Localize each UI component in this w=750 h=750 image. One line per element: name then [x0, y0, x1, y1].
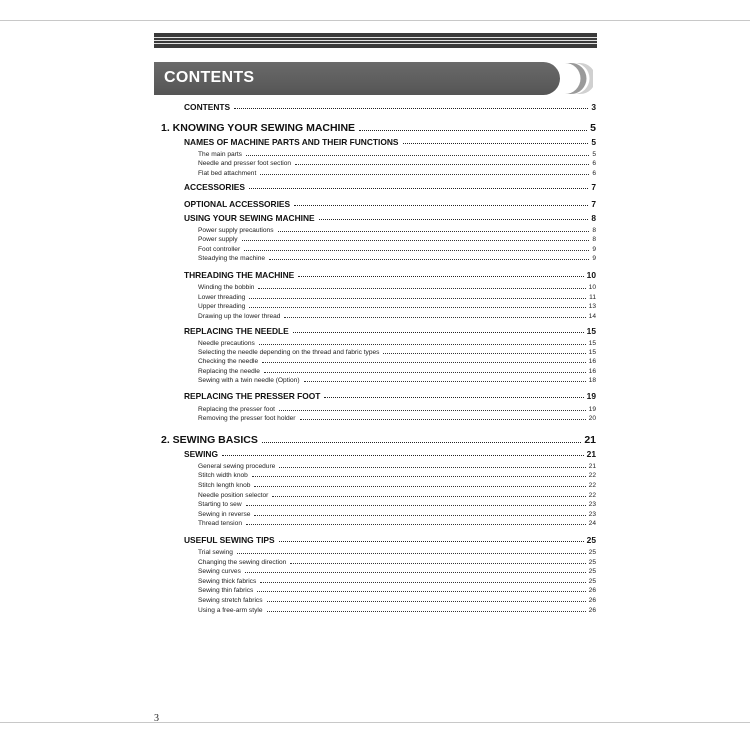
toc-item-row	[198, 339, 596, 347]
toc-subsection-row	[184, 535, 596, 545]
toc-item-row	[198, 357, 596, 365]
toc-page-number: 16	[588, 358, 596, 365]
toc-item-row	[198, 558, 596, 566]
toc-entry-title: USING YOUR SEWING MACHINE	[184, 213, 315, 223]
toc-page-number: 6	[592, 160, 596, 167]
dot-leader	[237, 552, 586, 554]
toc-entry-title: Foot controller	[198, 246, 241, 253]
toc-entry-title: Sewing curves	[198, 568, 241, 575]
dot-leader	[249, 187, 588, 189]
dot-leader	[262, 441, 581, 443]
toc-entry-title: The main parts	[198, 151, 242, 158]
dot-leader	[279, 466, 585, 468]
dot-leader	[234, 107, 588, 109]
toc-section-row	[161, 122, 596, 134]
toc-subsection-row	[184, 391, 596, 401]
toc-entry-title: Replacing the needle	[198, 368, 260, 375]
toc-subsection-row	[184, 102, 596, 112]
toc-item-row	[198, 596, 596, 604]
toc-item-row	[198, 312, 596, 320]
toc-subsection-row	[184, 213, 596, 223]
toc-item-row	[198, 567, 596, 575]
dot-leader	[245, 571, 586, 573]
toc-item-row	[198, 367, 596, 375]
toc-page-number: 22	[588, 472, 596, 479]
dot-leader	[290, 562, 585, 564]
toc-page-number: 23	[588, 511, 596, 518]
toc-page-number: 21	[588, 463, 596, 470]
dot-leader	[262, 361, 586, 363]
toc-item-row	[198, 471, 596, 479]
dot-leader	[293, 331, 584, 333]
dot-leader	[267, 610, 586, 612]
toc-page-number: 26	[588, 607, 596, 614]
dot-leader	[249, 297, 586, 299]
dot-leader	[246, 504, 586, 506]
dot-leader	[269, 258, 589, 260]
toc-page-number: 5	[590, 122, 596, 134]
toc-entry-title: Winding the bobbin	[198, 284, 255, 291]
toc-page-number: 25	[588, 578, 596, 585]
toc-page-number: 11	[589, 294, 596, 301]
toc-item-row	[198, 405, 596, 413]
toc-entry-title: Trial sewing	[198, 549, 233, 556]
toc-subsection-row	[184, 326, 596, 336]
toc-item-row	[198, 586, 596, 594]
toc-item-row	[198, 462, 596, 470]
toc-entry-title: Sewing in reverse	[198, 511, 251, 518]
toc-item-row	[198, 245, 596, 253]
toc-page-number: 8	[591, 213, 596, 223]
dot-leader	[278, 230, 590, 232]
toc-page-number: 8	[592, 227, 596, 234]
toc-page-number: 8	[592, 236, 596, 243]
toc-item-row	[198, 235, 596, 243]
toc-page-number: 13	[588, 303, 596, 310]
toc-page-number: 15	[586, 326, 596, 336]
toc-page-number: 20	[588, 415, 596, 422]
dot-leader	[249, 306, 585, 308]
toc-entry-title: Steadying the machine	[198, 255, 266, 262]
dot-leader	[246, 154, 589, 156]
toc-entry-title: Selecting the needle depending on the thread and fabric types	[198, 349, 380, 356]
toc-page-number: 19	[586, 391, 596, 401]
toc-entry-title: USEFUL SEWING TIPS	[184, 535, 275, 545]
dot-leader	[272, 495, 585, 497]
dot-leader	[319, 218, 589, 220]
dot-leader	[264, 371, 586, 373]
toc-item-row	[198, 293, 596, 301]
dot-leader	[267, 600, 586, 602]
toc-item-row	[198, 606, 596, 614]
toc-entry-title: Removing the presser foot holder	[198, 415, 296, 422]
toc-entry-title: NAMES OF MACHINE PARTS AND THEIR FUNCTIONS	[184, 137, 399, 147]
dot-leader	[359, 129, 587, 131]
dot-leader	[298, 275, 583, 277]
toc-page-number: 23	[588, 501, 596, 508]
toc-item-row	[198, 254, 596, 262]
toc-page-number: 24	[588, 520, 596, 527]
dot-leader	[260, 581, 585, 583]
toc-entry-title: Needle position selector	[198, 492, 269, 499]
toc-item-row	[198, 348, 596, 356]
toc-page-number: 25	[588, 559, 596, 566]
dot-leader	[242, 239, 590, 241]
dot-leader	[279, 540, 584, 542]
dot-leader	[300, 418, 586, 420]
dot-leader	[222, 454, 584, 456]
toc-item-row	[198, 150, 596, 158]
toc-entry-title: Needle and presser foot section	[198, 160, 292, 167]
toc-item-row	[198, 226, 596, 234]
toc-entry-title: THREADING THE MACHINE	[184, 270, 295, 280]
dot-leader	[254, 514, 585, 516]
toc-page-number: 25	[588, 549, 596, 556]
toc-item-row	[198, 159, 596, 167]
toc-entry-title: Upper threading	[198, 303, 246, 310]
dot-leader	[252, 475, 586, 477]
toc-entry-title: ACCESSORIES	[184, 182, 245, 192]
toc-item-row	[198, 481, 596, 489]
toc-page-number: 3	[591, 102, 596, 112]
toc-item-row	[198, 577, 596, 585]
toc-page-number: 9	[592, 246, 596, 253]
toc-page-number: 7	[591, 199, 596, 209]
toc-entry-title: Sewing stretch fabrics	[198, 597, 263, 604]
toc-page-number: 18	[588, 377, 596, 384]
toc-entry-title: General sewing procedure	[198, 463, 276, 470]
toc-entry-title: Power supply	[198, 236, 238, 243]
toc-item-row	[198, 491, 596, 499]
toc-entry-title: Starting to sew	[198, 501, 242, 508]
toc-page-number: 7	[591, 182, 596, 192]
toc-entry-title: Lower threading	[198, 294, 246, 301]
toc-entry-title: Thread tension	[198, 520, 242, 527]
toc-page-number: 21	[584, 434, 596, 446]
toc-entry-title: 1. KNOWING YOUR SEWING MACHINE	[161, 122, 356, 134]
dot-leader	[284, 316, 585, 318]
toc-item-row	[198, 169, 596, 177]
dot-leader	[244, 249, 589, 251]
toc-entry-title: Needle precautions	[198, 340, 255, 347]
toc-page-number: 5	[591, 137, 596, 147]
toc-entry-title: Checking the needle	[198, 358, 259, 365]
toc-page-number: 22	[588, 482, 596, 489]
toc-entry-title: Sewing with a twin needle (Option)	[198, 377, 300, 384]
page-number: 3	[154, 713, 159, 724]
toc-page-number: 25	[588, 568, 596, 575]
dot-leader	[279, 409, 586, 411]
toc-subsection-row	[184, 270, 596, 280]
toc-page-number: 26	[588, 597, 596, 604]
toc-page-number: 15	[588, 340, 596, 347]
toc-entry-title: 2. SEWING BASICS	[161, 434, 258, 446]
dot-leader	[260, 173, 589, 175]
toc-page-number: 26	[588, 587, 596, 594]
toc-entry-title: Sewing thin fabrics	[198, 587, 254, 594]
dot-leader	[383, 352, 585, 354]
dot-leader	[403, 142, 589, 144]
toc-entry-title: Changing the sewing direction	[198, 559, 287, 566]
toc-entry-title: Drawing up the lower thread	[198, 313, 281, 320]
toc-page-number: 10	[586, 270, 596, 280]
toc-entry-title: Power supply precautions	[198, 227, 274, 234]
toc-page-number: 10	[588, 284, 596, 291]
toc-entry-title: REPLACING THE NEEDLE	[184, 326, 289, 336]
toc-page-number: 22	[588, 492, 596, 499]
toc-item-row	[198, 519, 596, 527]
toc-entry-title: Flat bed attachment	[198, 170, 257, 177]
dot-leader	[246, 523, 586, 525]
toc-item-row	[198, 302, 596, 310]
toc-entry-title: REPLACING THE PRESSER FOOT	[184, 391, 321, 401]
toc-page-number: 5	[592, 151, 596, 158]
dot-leader	[304, 380, 586, 382]
toc-item-row	[198, 548, 596, 556]
dot-leader	[324, 396, 583, 398]
dot-leader	[254, 485, 585, 487]
dot-leader	[294, 204, 588, 206]
toc-entry-title: OPTIONAL ACCESSORIES	[184, 199, 291, 209]
toc-item-row	[198, 376, 596, 384]
toc-item-row	[198, 500, 596, 508]
dot-leader	[259, 343, 586, 345]
toc-entry-title: Stitch length knob	[198, 482, 251, 489]
dot-leader	[257, 590, 585, 592]
toc-item-row	[198, 414, 596, 422]
toc-page-number: 9	[592, 255, 596, 262]
toc-page-number: 19	[588, 406, 596, 413]
dot-leader	[295, 163, 589, 165]
toc-entry-title: SEWING	[184, 449, 218, 459]
toc-entry-title: Sewing thick fabrics	[198, 578, 257, 585]
toc-subsection-row	[184, 449, 596, 459]
page-title: CONTENTS	[164, 69, 255, 86]
toc-page-number: 16	[588, 368, 596, 375]
toc-entry-title: Using a free-arm style	[198, 607, 263, 614]
toc-entry-title: Stitch width knob	[198, 472, 248, 479]
toc-page-number: 6	[592, 170, 596, 177]
dot-leader	[258, 287, 585, 289]
toc-subsection-row	[184, 182, 596, 192]
toc-item-row	[198, 510, 596, 518]
toc-subsection-row	[184, 199, 596, 209]
toc-page-number: 25	[586, 535, 596, 545]
toc-page-number: 15	[588, 349, 596, 356]
toc-entry-title: CONTENTS	[184, 102, 231, 112]
toc-section-row	[161, 434, 596, 446]
toc-item-row	[198, 283, 596, 291]
toc-subsection-row	[184, 137, 596, 147]
toc-entry-title: Replacing the presser foot	[198, 406, 275, 413]
toc-page-number: 14	[588, 313, 596, 320]
toc-page-number: 21	[586, 449, 596, 459]
